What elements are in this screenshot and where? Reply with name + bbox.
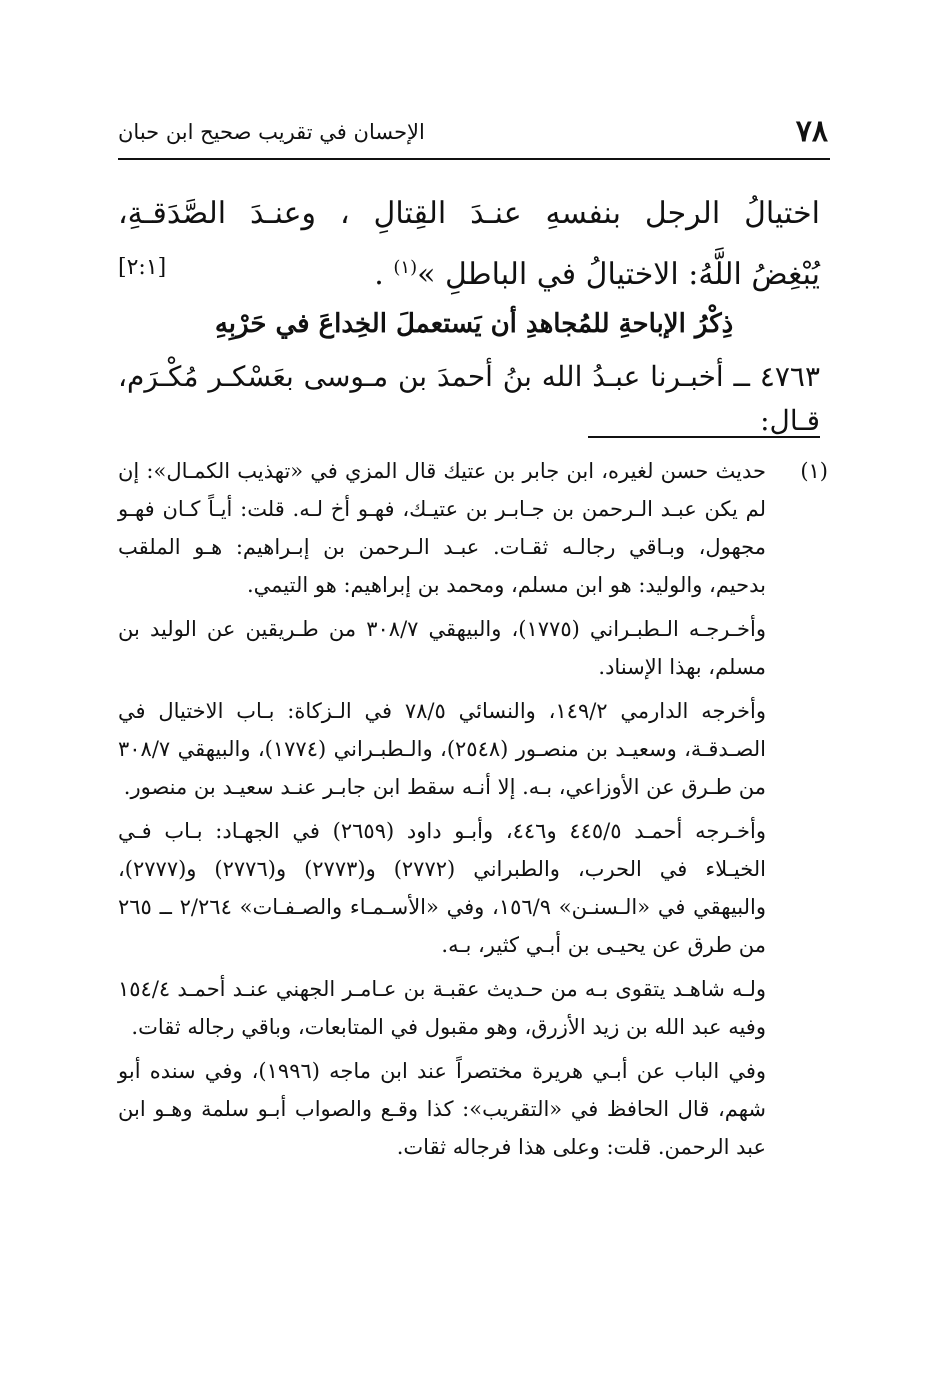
line-2-text: يُبْغِضُ اللَّهُ: الاختيالُ في الباطلِ »	[417, 257, 820, 292]
footnote-separator	[588, 436, 820, 438]
main-text-line-2	[118, 246, 820, 290]
hadith-chain-line: ٤٧٦٣ ــ أخبـرنا عبـدُ الله بنُ أحمدَ بن مـوسى بعَسْكـر مُكْـرَم، قـال:	[118, 360, 820, 437]
main-text-line-1: اختيالُ الرجل بنفسهِ عنـدَ القِتالِ ، وعنـدَ الصَّدَقـةِ،	[118, 196, 820, 231]
line-2-end: .	[374, 257, 394, 292]
running-title: الإحسان في تقريب صحيح ابن حبان	[118, 120, 425, 144]
header-rule	[118, 158, 830, 160]
footnote-paragraph: وأخـرجه أحمـد ٤٤٥/٥ و٤٤٦، وأبـو داود (٢٦٥٩) في الجهـاد: بـاب فـي الخيـلاء في الحرب، والطبراني (٢٧٧٢) و(٢٧٧٣) و(٢٧٧٦) و(٢٧٧٧)، والبيهقي في «الـسنـن» ١٥٦/٩، وفي «الأسـمـاء والصـفـات» ٢/٢٦٤ ــ ٢٦٥ من طرق عن يحيـى بن أبـي كثير، بـه.	[118, 819, 767, 957]
hadith-reference: [٢:١]	[118, 255, 167, 280]
footnote-body	[118, 452, 766, 1166]
main-text-line-2-body	[374, 246, 820, 297]
footnote-paragraph: وأخـرجـه الـطبـراني (١٧٧٥)، والبيهقي ٣٠٨/٧ من طـريقين عن الوليد بن مسلم، بهذا الإسناد.	[118, 617, 766, 679]
page-number: ٧٨	[795, 114, 828, 149]
footnote-paragraph: وأخرجه الدارمي ١٤٩/٢، والنسائي ٧٨/٥ في الـزكاة: بـاب الاختيال في الصـدقـة، وسعيـد بن منصـور (٢٥٤٨)، والـطبـراني (١٧٧٤)، والبيهقي ٣٠٨/٧ من طـرق عن الأوزاعي، بـه. إلا أنـه سقط ابن جابـر عنـد سعيـد بن منصور.	[118, 699, 766, 799]
footnote-number: (١)	[800, 459, 828, 483]
footnote-marker: (١)	[393, 257, 418, 278]
footnotes	[118, 452, 828, 1172]
chapter-heading: ذِكْرُ الإباحةِ للمُجاهدِ أن يَستعملَ الخِداعَ في حَرْبِهِ	[214, 309, 734, 339]
footnote-paragraph: وفي الباب عن أبـي هريرة مختصراً عند ابن ماجه (١٩٩٦)، وفي سنده أبو شهم، قال الحافظ في «التقريب»: كذا وقـع والصواب أبـو سلمة وهـو ابن عبد الرحمن. قلت: وعلى هذا فرجاله ثقات.	[118, 1059, 767, 1159]
page-header	[118, 112, 828, 152]
footnote-paragraph: حديث حسن لغيره، ابن جابر بن عتيك قال المزي في «تهذيب الكمـال»: إن لم يكن عبـد الـرحمن بن جـابـر بن عتيـك، فهـو أخ لـه. قلت: أيـاً كـان فهـو مجهول، وبـاقي رجالـه ثقـات. عبـد الـرحمن بن إبـراهيم: هـو الملقب بدحيم، والوليد: هو ابن مسلم، ومحمد بن إبراهيم: هو التيمي.	[118, 459, 766, 597]
footnote-paragraph: ولـه شاهـد يتقوى بـه من حـديث عقبـة بن عـامـر الجهني عنـد أحمـد ١٥٤/٤ وفيه عبد الله بن زيد الأزرق، وهو مقبول في المتابعات، وباقي رجاله ثقات.	[118, 977, 766, 1039]
